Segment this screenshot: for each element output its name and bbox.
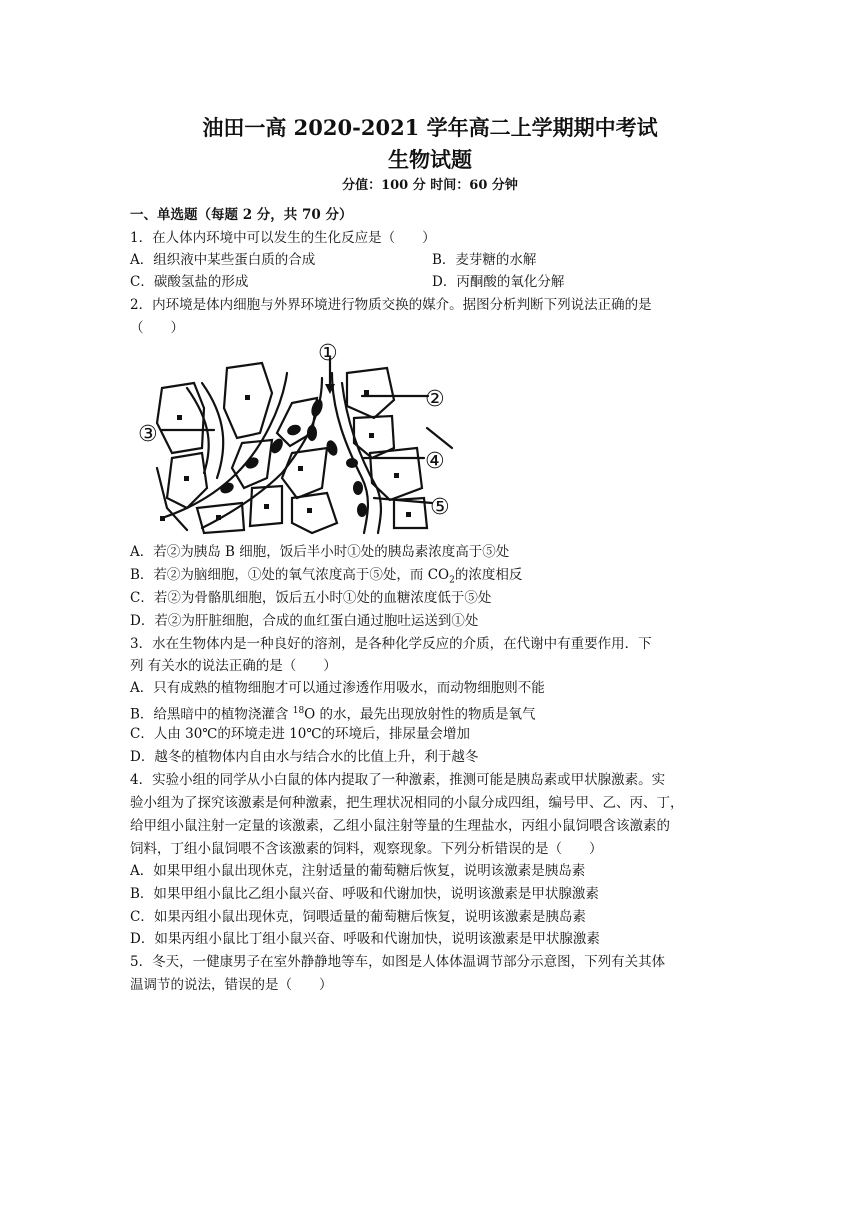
q3-option-c: C．人由 30℃的环境走进 10℃的环境后，排尿量会增加	[130, 726, 470, 742]
q2-option-a: A．若②为胰岛 B 细胞，饭后半小时①处的胰岛素浓度高于⑤处	[130, 544, 510, 560]
q4-stem-4: 饲料，丁组小鼠饲喂不含该激素的饲料，观察现象。下列分析错误的是（ ）	[130, 841, 603, 857]
q4-option-b: B．如果甲组小鼠比乙组小鼠兴奋、呼吸和代谢加快，说明该激素是甲状腺激素	[130, 886, 599, 902]
q3-option-d: D．越冬的植物体内自由水与结合水的比值上升，利于越冬	[130, 749, 479, 765]
q2-option-c: C．若②为骨骼肌细胞，饭后五小时①处的血糖浓度低于⑤处	[130, 590, 492, 606]
q1-stem: 1．在人体内环境中可以发生的生化反应是（ ）	[130, 230, 436, 246]
label-5: ⑤	[430, 495, 450, 520]
q3-stem-2: 列 有关水的说法正确的是（ ）	[130, 658, 337, 674]
q3-option-b: B．给黑暗中的植物浇灌含 $^{18}$O 的水，最先出现放射性的物质是氧气	[130, 706, 536, 723]
section-heading: 一、单选题（每题 2 分，共 70 分）	[130, 207, 353, 223]
q2-option-b: B．若②为脑细胞，①处的氧气浓度高于⑤处，而 $CO_2$的浓度相反	[130, 567, 523, 586]
exam-meta: 分值：100 分 时间：60 分钟	[342, 178, 518, 193]
q4-stem-3: 给甲组小鼠注射一定量的该激素，乙组小鼠注射等量的生理盐水，丙组小鼠饲喂含该激素的	[130, 818, 670, 834]
q1-option-a: A．组织液中某些蛋白质的合成	[130, 252, 316, 268]
q4-option-a: A．如果甲组小鼠出现休克，注射适量的葡萄糖后恢复，说明该激素是胰岛素	[130, 863, 586, 879]
internal-environment-diagram	[132, 338, 462, 538]
label-4: ④	[425, 449, 445, 474]
label-1: ①	[318, 341, 338, 366]
q1-option-c: C．碳酸氢盐的形成	[130, 274, 249, 290]
q3-stem-1: 3．水在生物体内是一种良好的溶剂，是各种化学反应的介质，在代谢中有重要作用．下	[130, 636, 652, 652]
label-3: ③	[138, 422, 158, 447]
q3-option-a: A．只有成熟的植物细胞才可以通过渗透作用吸水，而动物细胞则不能	[130, 680, 545, 696]
q2-stem-2: （ ）	[130, 320, 184, 336]
q1-option-d: D．丙酮酸的氧化分解	[432, 274, 565, 290]
q4-option-c: C．如果丙组小鼠出现休克，饲喂适量的葡萄糖后恢复，说明该激素是胰岛素	[130, 909, 586, 925]
q4-stem-1: 4．实验小组的同学从小白鼠的体内提取了一种激素，推测可能是胰岛素或甲状腺激素。实	[130, 772, 666, 788]
exam-title: 油田一高 2020-2021 学年高二上学期期中考试	[202, 115, 658, 140]
label-2: ②	[425, 387, 445, 412]
q5-stem-1: 5．冬天，一健康男子在室外静静地等车，如图是人体体温调节部分示意图，下列有关其体	[130, 954, 666, 970]
q2-stem-1: 2．内环境是体内细胞与外界环境进行物质交换的媒介。据图分析判断下列说法正确的是	[130, 297, 652, 313]
exam-subject: 生物试题	[388, 147, 472, 172]
q2-option-d: D．若②为肝脏细胞，合成的血红蛋白通过胞吐运送到①处	[130, 613, 479, 629]
q1-option-b: B．麦芽糖的水解	[432, 252, 537, 268]
q5-stem-2: 温调节的说法，错误的是（ ）	[130, 977, 333, 993]
q4-stem-2: 验小组为了探究该激素是何种激素，把生理状况相同的小鼠分成四组，编号甲、乙、丙、丁，	[130, 795, 684, 811]
q4-option-d: D．如果丙组小鼠比丁组小鼠兴奋、呼吸和代谢加快，说明该激素是甲状腺激素	[130, 931, 600, 947]
